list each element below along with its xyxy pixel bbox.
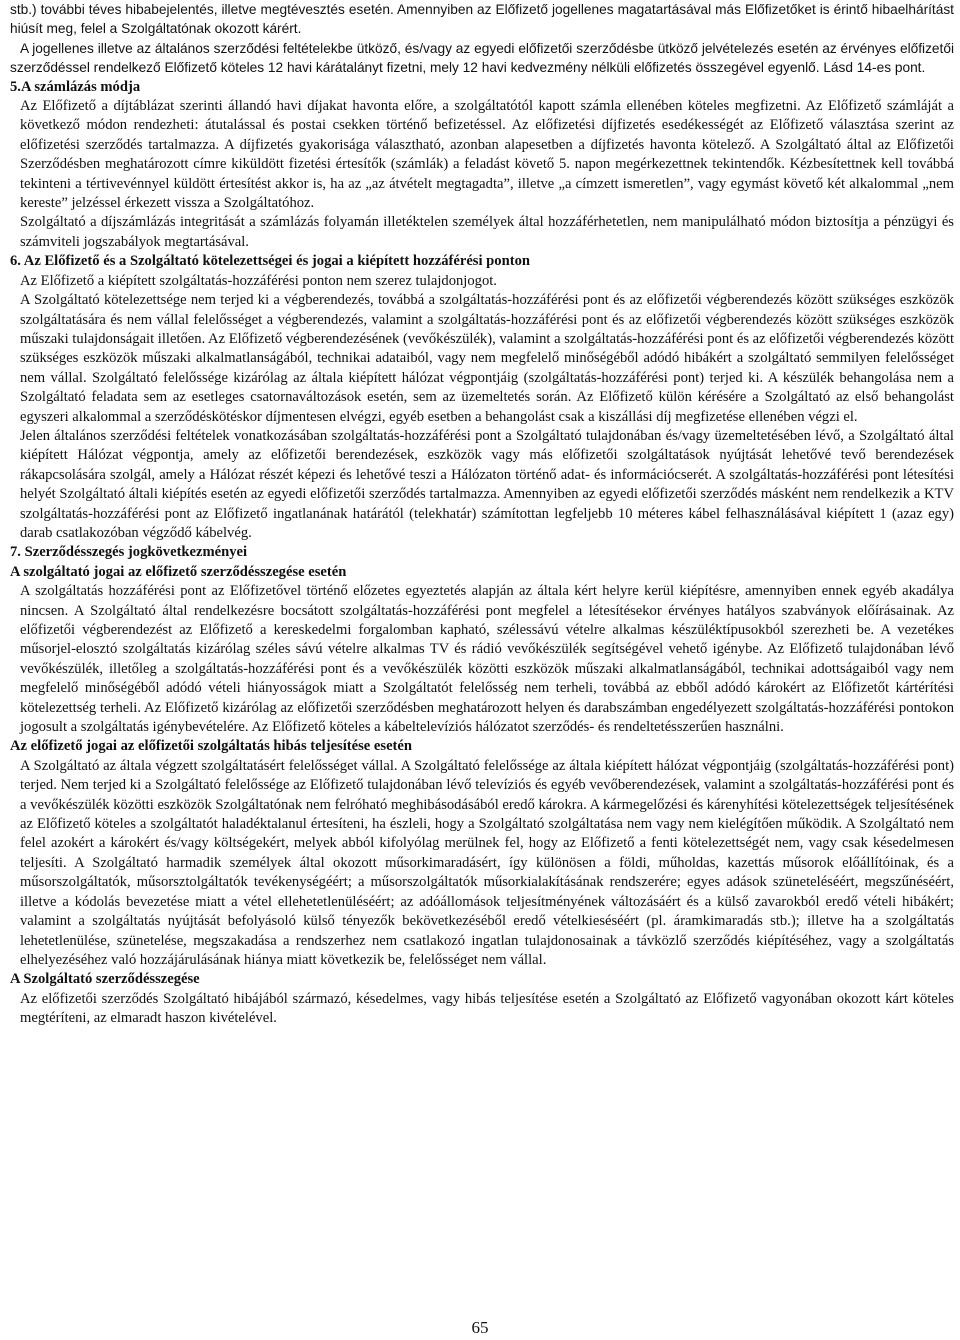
paragraph-top-2: A jogellenes illetve az általános szerződési feltételekbe ütköző, és/vagy az egyedi előfizetői szerződésbe ütköző jelvételezés esetén az érvényes előfizetői szerződéssel rendelkező Előfizető köteles 12 havi kárátalányt fizetni, mely 12 havi kedvezmény nélküli előfizetés összegével egyenlő. Lásd 14-es pont. bbox=[10, 40, 954, 76]
section-6-title: 6. Az Előfizető és a Szolgáltató kötelezettségei és jogai a kiépített hozzáférési ponton bbox=[10, 253, 530, 270]
section-7-paragraph-2: A Szolgáltató az általa végzett szolgáltatásért felelősséget vállal. A Szolgáltató felelőssége az általa kiépített hálózat végpontjáig (szolgáltatás-hozzáférési pont) terjed. Nem terjed ki a Szolgáltató felelőssége az Előfizető tulajdonában lévő televíziós és egyéb vevőberendezések, valamint a szolgáltatás-hozzáférési pont és a vevőkészülék közötti eszközök Szolgáltatónak nem felróható meghibásodásából eredő károkra. A kármegelőzési és kárenyhítési kötelezettségek teljesítésének az Előfizető köteles a szolgáltatót haladéktalanul értesíteni, ha észleli, hogy a Szolgáltató szolgáltatása nem vagy nem kielégítően működik. A Szolgáltató nem felel azokért a károkért és/vagy költségekért, melyek abból kifolyólag merülnek fel, hogy az Előfizető a fenti kötelezettségét nem, vagy csak késedelmesen teljesíti. A Szolgáltató harmadik személyek által okozott műsorkimaradásért, így különösen a földi, műholdas, kazettás műsorok előállítóinak, és a műsorszolgáltatók, műsorsztolgáltatók tevékenységéért; a műsorszolgáltatók műsorkialakításának rendszerére; egyes adások szüneteléséért, megszűnéséért, illetve a kódolás bevezetése miatt a vétel ellehetetlenüléséért; az adóállomások teljesítményének változásáért és a külső zavarokból eredő vételi hibákért; valamint a szolgáltatás nyújtását befolyásoló külső tényezők bekövetkezéséből eredő vételkieséséért (pl. áramkimaradás stb.); illetve ha a szolgáltatás lehetetlenülése, szünetelése, megszakadása a rendszerhez nem csatlakozó ingatlan tulajdonosainak a távközlő szerződés kiépítéséhez, vagy a szolgáltatás elhelyezéséhez való hozzájárulásának hiánya miatt következik be, felelősséget nem vállal. bbox=[20, 757, 954, 968]
section-7-subtitle-1: A szolgáltató jogai az előfizető szerződésszegése esetén bbox=[10, 563, 347, 580]
paragraph-top-1: stb.) további téves hibabejelentés, illetve megtévesztés esetén. Amennyiben az Előfizető jogellenes magatartásával más Előfizetőket is érintő hibaelhárítást hiúsít meg, felel a Szolgáltatónak okozott kárért. bbox=[10, 2, 954, 37]
page-number: 65 bbox=[471, 1318, 489, 1337]
section-7-paragraph-1: A szolgáltatás hozzáférési pont az Előfizetővel történő előzetes egyeztetés alapján az általa kért helyre kerül kiépítésre, amennyiben ennek egyéb akadálya nincsen. A Szolgáltató által rendelkezésre bocsátott szolgáltatás-hozzáférési pont megfelel a létesítésekor érvényes hatályos szabványok előírásainak. Az előfizetői végberendezést az Előfizető a kereskedelmi forgalomban kapható, szélessávú vételre alkalmas készüléktípusokból szerezheti be. A vezetékes műsorjel-elosztó szolgáltatás kizárólag széles sávú vételre alkalmas TV és rádió vevőkészülék segítségével vehető igénybe. Az Előfizető tulajdonában lévő vevőkészülék, illetőleg a szolgáltatás-hozzáférési pont és a vevőkészülék közötti eszközök műszaki alkalmatlanságából, technikai adottságaiból vagy nem megfelelő minőségéből adódó vételi hiányosságok miatt a Szolgáltatót felelősség nem terheli, továbbá az ebből adódó károkért az Előfizetőt kártérítési kötelezettség terheli. Az Előfizető kizárólag az előfizetői szerződésben meghatározott helyen és darabszámban engedélyezett szolgáltatás-hozzáférési pontokon jogosult a szolgáltatás igénybevételére. Az Előfizető köteles a kábeltelevíziós hálózatot szerződés- és rendeltetésszerűen használni. bbox=[20, 583, 954, 736]
document-page bbox=[10, 0, 954, 1029]
section-5-title: 5.A számlázás módja bbox=[10, 78, 141, 95]
section-6-paragraph-1: Az Előfizető a kiépített szolgáltatás-hozzáférési ponton nem szerez tulajdonjogot. bbox=[20, 272, 497, 289]
section-6-paragraph-3: Jelen általános szerződési feltételek vonatkozásában szolgáltatás-hozzáférési pont a Szolgáltató tulajdonában és/vagy üzemeltetésében lévő, a Szolgáltató által kiépített Hálózat végpontja, amely az előfizetői berendezések, eszközök vagy más előfizetői szolgáltatások nyújtását lehetővé tevő berendezések rákapcsolására szolgál, amely a Hálózat részét képezi és lehetővé teszi a Hálózaton történő adat- és információcserét. A szolgáltatás-hozzáférési pont létesítési helyét Szolgáltató általi kiépítés esetén az egyedi előfizetői szerződés tartalmazza. Amennyiben az egyedi előfizetői szerződés másként nem rendelkezik a KTV szolgáltatás-hozzáférési pont az Előfizető ingatlanának határától (telekhatár) számítottan legfeljebb 10 méteres kábel felhasználásával kiépített 1 (azaz egy) darab csatlakozóban végződő kábelvég. bbox=[20, 427, 954, 541]
section-7-paragraph-3: Az előfizetői szerződés Szolgáltató hibájából származó, késedelmes, vagy hibás teljesítése esetén a Szolgáltató az Előfizető vagyonában okozott kárt köteles megtéríteni, az elmaradt haszon kivételével. bbox=[20, 990, 954, 1027]
section-5-paragraph-2: Szolgáltató a díjszámlázás integritását a számlázás folyamán illetéktelen személyek által hozzáférhetetlen, nem manipulálható módon biztosítja a pénzügyi és számviteli jogszabályok megtartásával. bbox=[20, 214, 954, 250]
section-7-subtitle-3: A Szolgáltató szerződésszegése bbox=[10, 971, 200, 988]
section-7-subtitle-2: Az előfizető jogai az előfizetői szolgáltatás hibás teljesítése esetén bbox=[10, 738, 413, 755]
section-5-paragraph-1: Az Előfizető a díjtáblázat szerinti állandó havi díjakat havonta előre, a szolgáltatótól kapott számla ellenében köteles megfizetni. Az Előfizető számláját a következő módon rendezheti: átutalással és postai csekken történő befizetéssel. Az előfizetési díjfizetés esedékességét az Előfizető választása szerint az előfizetési szerződés tartalmazza. A díjfizetés gyakorisága választható, azonban alapesetben a díjfizetés havonta kötelező. A Szolgáltató által az Előfizetői Szerződésben meghatározott címre kiküldött fizetési értesítők (számlák) a feladást követő 5. napon megérkezettnek tekintendők. Kézbesítettnek kell továbbá tekinteni a tértivevénnyel küldött értesítést akkor is, ha az „az átvételt megtagadta”, illetve „a címzett ismeretlen”, vagy egymást követő két alkalommal „nem kereste” jelzéssel érkezett vissza a Szolgáltatóhoz. bbox=[20, 98, 954, 212]
section-7-title: 7. Szerződésszegés jogkövetkezményei bbox=[10, 544, 248, 561]
section-6-paragraph-2: A Szolgáltató kötelezettsége nem terjed ki a végberendezés, továbbá a szolgáltatás-hozzáférési pont és az előfizetői végberendezés között szükséges eszközök szolgáltatására és nem vállal felelősséget a végberendezés, valamint a szolgáltatás-hozzáférési pont és az előfizetői végberendezés között szükséges eszközök műszaki tulajdonságait illetően. Az Előfizető végberendezésének (vevőkészülék), valamint a szolgáltatás-hozzáférési pont és az előfizetői végberendezés között szükséges eszközök műszaki alkalmatlanságából, technikai adataiból, vagy nem megfelelő minőségéből adódó hibákért a szolgáltató semmilyen felelősséget nem vállal. Szolgáltató felelőssége kizárólag az általa kiépített hálózat végpontjáig (szolgáltatás-hozzáférési pont) terjed ki. A készülék behangolása nem a Szolgáltató feladata sem az esetleges csatornaváltozások esetén, sem az üzemeltetés során. Az Előfizető külön kérésére a Szolgáltató az első behangolást egyszeri alkalommal a szerződéskötéskor díjmentesen elvégzi, egyéb esetben a behangolást csak a kiszállási díj megfizetése ellenében végzi el. bbox=[20, 292, 955, 425]
